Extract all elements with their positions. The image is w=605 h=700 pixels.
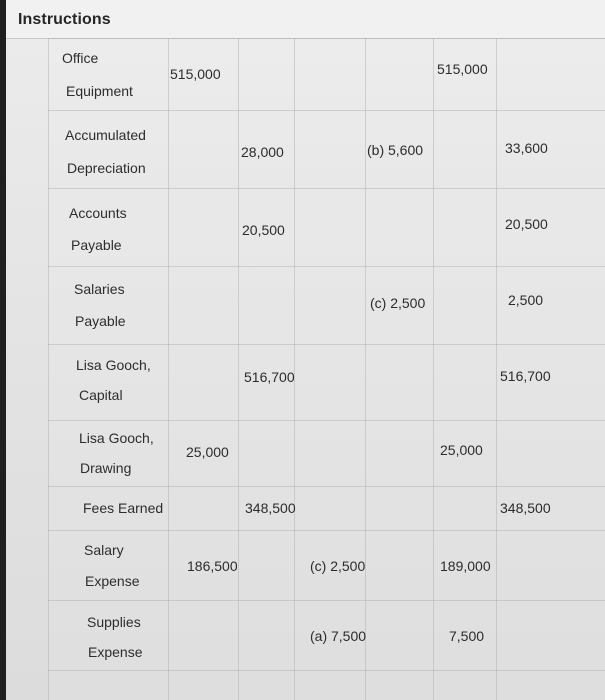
account-name-line: Depreciation: [67, 160, 146, 176]
grid-line-horizontal: [48, 486, 605, 487]
instructions-tab[interactable]: Instructions: [18, 11, 111, 28]
account-name-line: Lisa Gooch,: [79, 430, 154, 446]
debit-amount: 186,500: [187, 558, 238, 574]
account-name-line: Drawing: [80, 460, 132, 476]
account-name-line: Salary: [84, 542, 124, 558]
grid-line-horizontal: [48, 38, 605, 39]
adjusted-amount: 33,600: [505, 140, 548, 156]
account-name-line: Equipment: [66, 83, 133, 99]
left-border: [0, 0, 6, 700]
adjusted-amount: 189,000: [440, 558, 491, 574]
account-name-line: Supplies: [87, 614, 141, 630]
adjusted-amount: 348,500: [500, 500, 551, 516]
adjustment-amount: (b) 5,600: [367, 142, 424, 158]
account-name-line: Expense: [88, 644, 143, 660]
adjusted-amount: 25,000: [440, 442, 483, 458]
account-name-line: Lisa Gooch,: [76, 357, 151, 373]
account-name-line: Accounts: [69, 205, 127, 221]
account-name-line: Accumulated: [65, 127, 146, 143]
adjusted-amount: 515,000: [437, 61, 488, 77]
account-name-line: Salaries: [74, 281, 125, 297]
account-name-line: Payable: [71, 237, 122, 253]
grid-line-horizontal: [48, 600, 605, 601]
debit-amount: 25,000: [186, 444, 229, 460]
adjusted-amount: 2,500: [508, 292, 544, 308]
account-name-line: Capital: [79, 387, 123, 403]
grid-line-horizontal: [48, 188, 605, 189]
adjusted-amount: 20,500: [505, 216, 548, 232]
adjustment-amount: (a) 7,500: [310, 628, 367, 644]
credit-amount: 348,500: [245, 500, 296, 516]
adjustment-amount: (c) 2,500: [370, 295, 426, 311]
grid-line-horizontal: [48, 420, 605, 421]
adjusted-amount: 7,500: [449, 628, 485, 644]
grid-line-horizontal: [48, 266, 605, 267]
grid-line-horizontal: [48, 110, 605, 111]
grid-line-horizontal: [48, 530, 605, 531]
account-name-line: Office: [62, 50, 99, 66]
adjustment-amount: (c) 2,500: [310, 558, 366, 574]
debit-amount: 515,000: [170, 66, 221, 82]
credit-amount: 20,500: [242, 222, 285, 238]
account-name-line: Fees Earned: [83, 500, 164, 516]
adjusted-amount: 516,700: [500, 368, 551, 384]
credit-amount: 28,000: [241, 144, 284, 160]
grid-line-horizontal: [48, 344, 605, 345]
account-name-line: Payable: [75, 313, 126, 329]
account-name-line: Expense: [85, 573, 140, 589]
header-bar: [6, 0, 605, 39]
credit-amount: 516,700: [244, 369, 295, 385]
grid-line-horizontal: [48, 670, 605, 671]
